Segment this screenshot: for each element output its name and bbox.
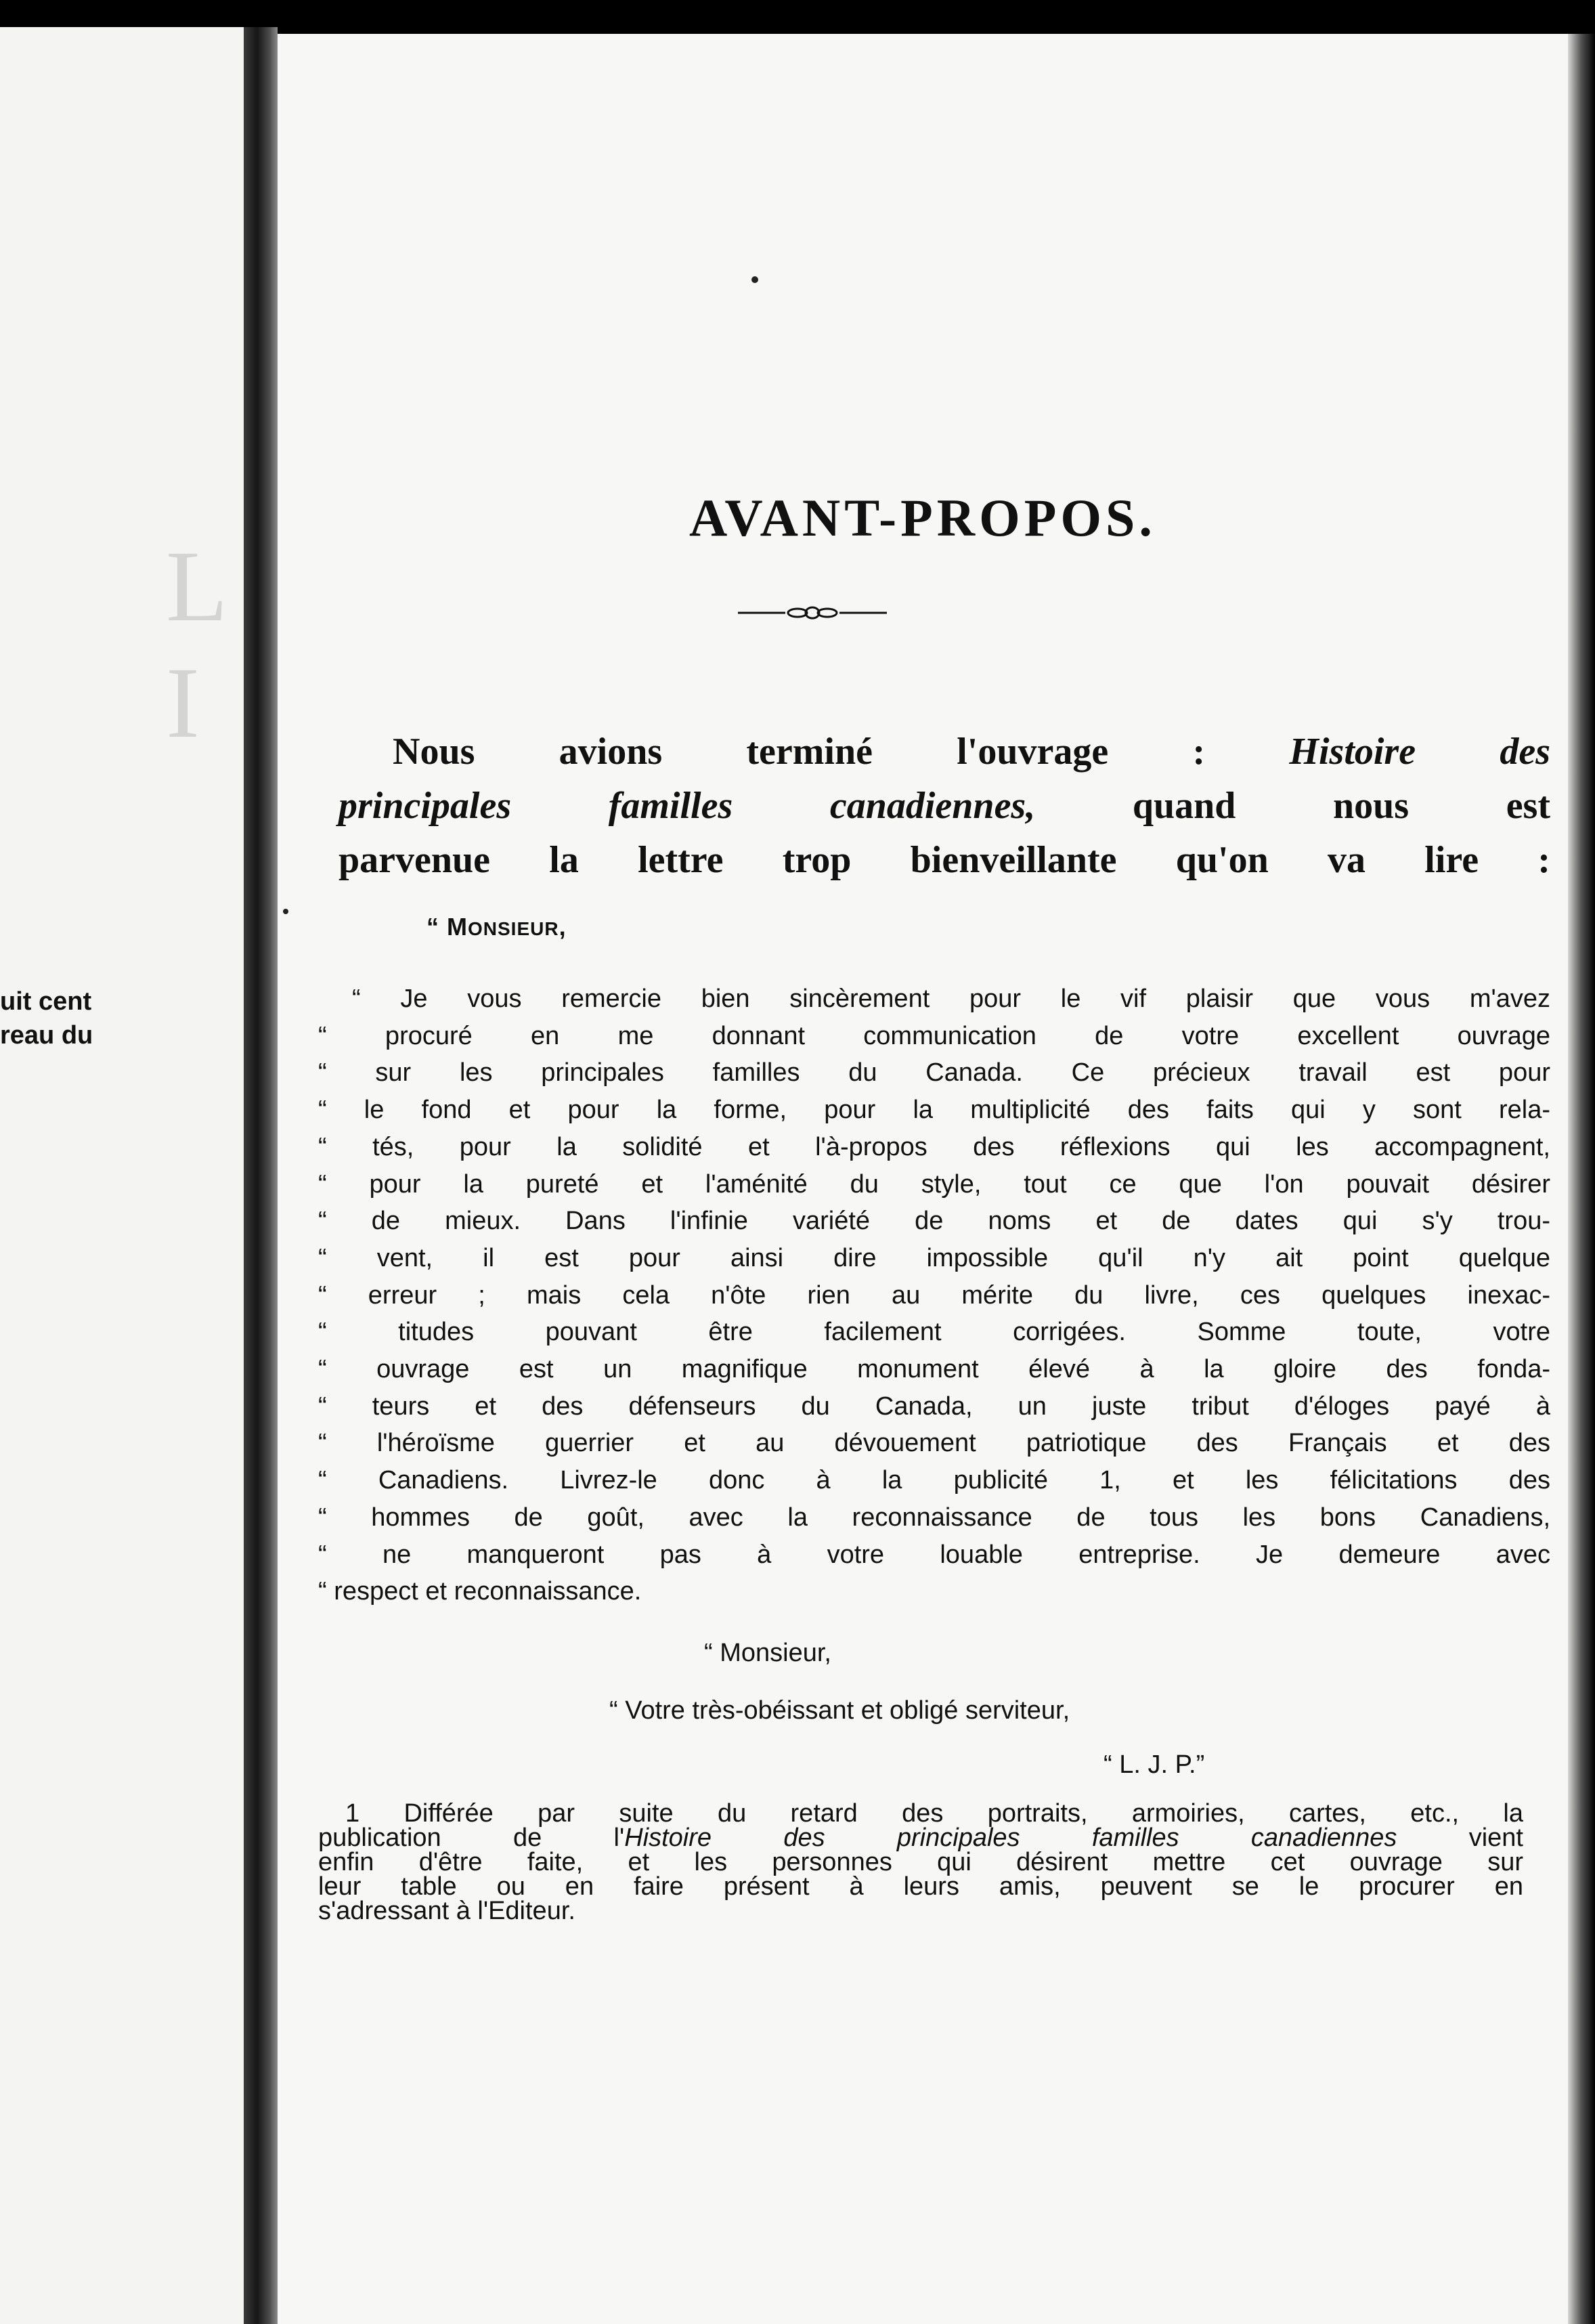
document-page (278, 34, 1568, 2324)
letter-line: “ ouvrage est un magnifique monument élevé à la gloire des fonda- (318, 1355, 1550, 1384)
page-title: AVANT-PROPOS. (689, 488, 1156, 547)
intro-paragraph (338, 725, 1550, 887)
letter-line: “ ne manqueront pas à votre louable entreprise. Je demeure avec (318, 1540, 1550, 1569)
print-speck (751, 276, 758, 283)
previous-page-heading-fragment: L I (166, 530, 225, 759)
letter-line: “ teurs et des défenseurs du Canada, un juste tribut d'éloges payé à (318, 1392, 1550, 1421)
previous-page-fragment (0, 27, 244, 2324)
letter-body (318, 981, 1550, 1610)
letter-line: “ l'héroïsme guerrier et au dévouement patriotique des Français et des (318, 1429, 1550, 1458)
letter-line: “ hommes de goût, avec la reconnaissance de tous les bons Canadiens, (318, 1503, 1550, 1532)
letter-line: “ erreur ; mais cela n'ôte rien au mérite du livre, ces quelques inexac- (318, 1281, 1550, 1310)
intro-line: principales familles canadiennes, quand nous est (338, 785, 1550, 827)
page-right-edge-shadow (1568, 34, 1595, 2324)
letter-line: “ Je vous remercie bien sincèrement pour le vif plaisir que vous m'avez (352, 985, 1550, 1013)
letter-closing-servant: “ Votre très-obéissant et obligé serviteur, (609, 1696, 1070, 1725)
letter-line: “ tés, pour la solidité et l'à-propos des réflexions qui les accompagnent, (318, 1132, 1550, 1161)
letter-line: “ de mieux. Dans l'infinie variété de noms et de dates qui s'y trou- (318, 1207, 1550, 1236)
intro-line: Nous avions terminé l'ouvrage : Histoire des (393, 731, 1550, 773)
letter-line: “ vent, il est pour ainsi dire impossible qu'il n'y ait point quelque (318, 1243, 1550, 1272)
letter-salutation: “ MONSIEUR, (427, 913, 567, 941)
footnote-line: leur table ou en faire présent à leurs amis, peuvent se le procurer en (318, 1872, 1523, 1901)
title-ornament-divider (738, 605, 887, 621)
footnote-line: publication de l'Histoire des principales familles canadiennes vient (318, 1824, 1523, 1852)
print-speck (283, 909, 288, 914)
letter-line: “ Canadiens. Livrez-le donc à la publicité 1, et les félicitations des (318, 1466, 1550, 1495)
book-binding-gutter (244, 27, 278, 2324)
letter-line: “ procuré en me donnant communication de votre excellent ouvrage (318, 1021, 1550, 1050)
letter-line: “ respect et reconnaissance. (318, 1577, 642, 1606)
footnote-line: s'adressant à l'Editeur. (318, 1897, 575, 1925)
intro-line: parvenue la lettre trop bienveillante qu'on va lire : (338, 839, 1550, 881)
letter-line: “ pour la pureté et l'aménité du style, tout ce que l'on pouvait désirer (318, 1169, 1550, 1199)
letter-closing-salute: “ Monsieur, (704, 1639, 831, 1667)
letter-line: “ le fond et pour la forme, pour la multiplicité des faits qui y sont rela- (318, 1096, 1550, 1125)
letter-signature: “ L. J. P.” (1104, 1750, 1205, 1779)
letter-line: “ titudes pouvant être facilement corrigées. Somme toute, votre (318, 1318, 1550, 1347)
footnote (318, 1801, 1523, 1923)
previous-page-line: reau du (0, 1021, 93, 1050)
previous-page-text-fragment (0, 985, 102, 1052)
previous-page-line: uit cent (0, 987, 92, 1016)
footnote-line: 1 Différée par suite du retard des portraits, armoiries, cartes, etc., la (345, 1799, 1523, 1828)
letter-line: “ sur les principales familles du Canada. Ce précieux travail est pour (318, 1058, 1550, 1088)
footnote-line: enfin d'être faite, et les personnes qui désirent mettre cet ouvrage sur (318, 1848, 1523, 1876)
